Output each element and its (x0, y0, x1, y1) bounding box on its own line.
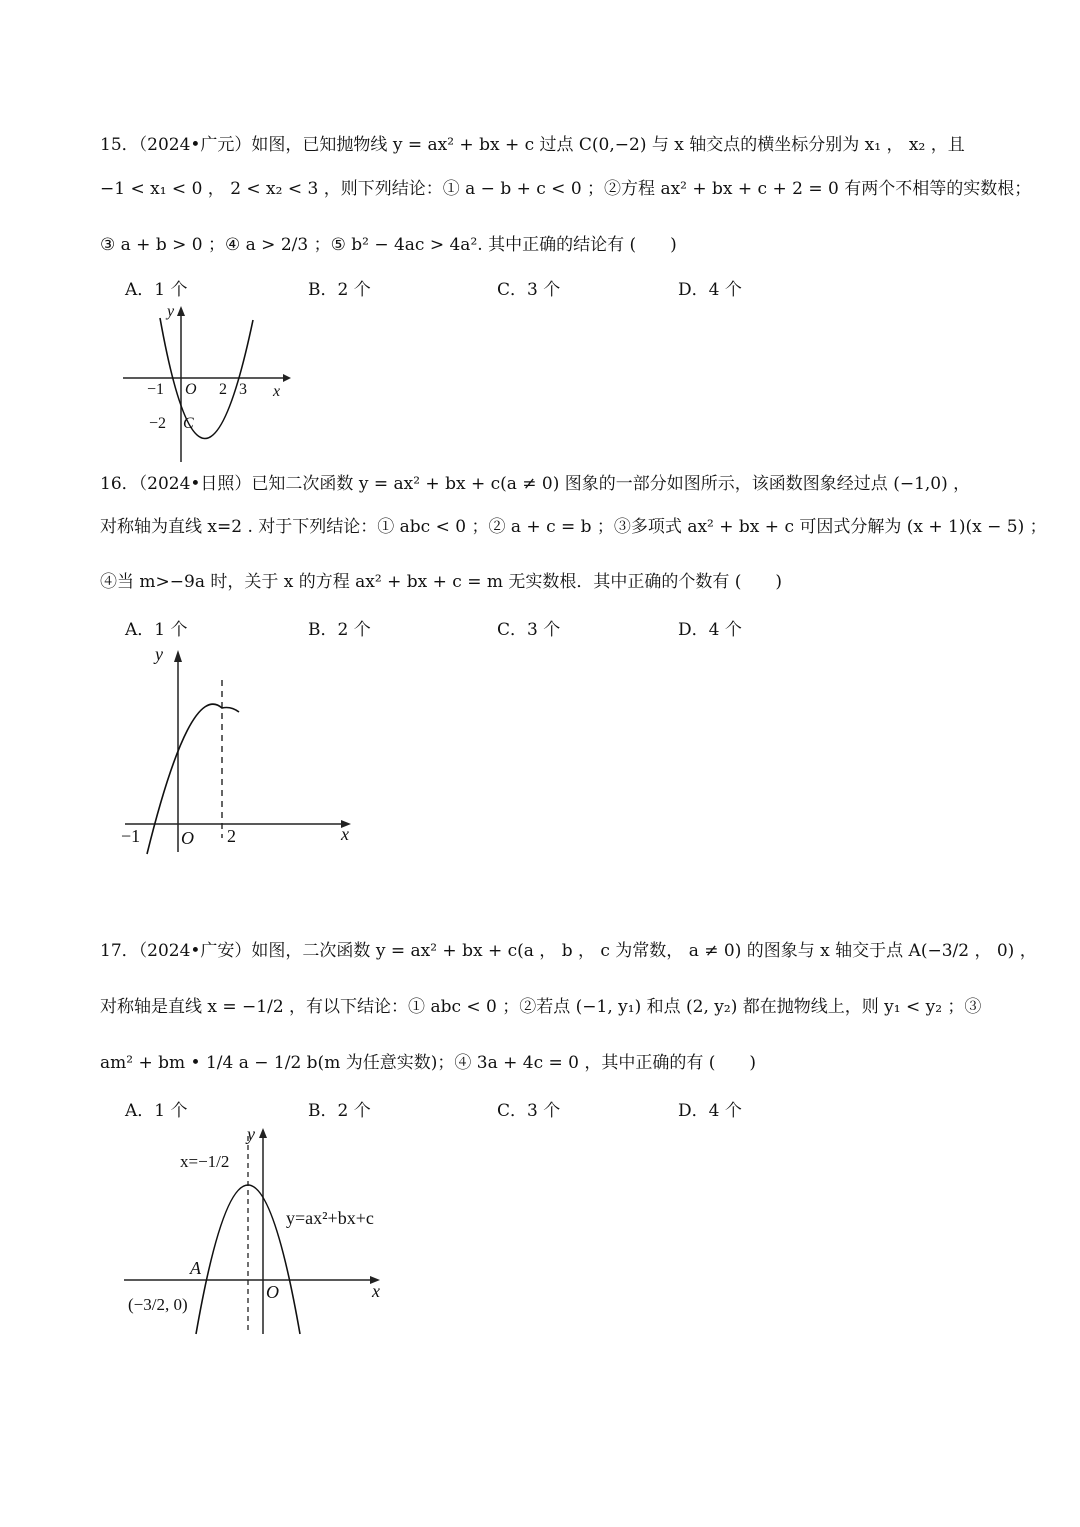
y-axis-arrow (174, 650, 182, 662)
option-c[interactable]: C．3 个 (497, 620, 561, 640)
parabola-figure-16 (115, 640, 365, 860)
option-a[interactable]: A．1 个 (125, 280, 188, 300)
symmetry-axis-label: x=−1/2 (180, 1152, 230, 1171)
question-text-line: 对称轴为直线 x=2 . 对于下列结论：① abc < 0 ；② a + c = b ；③多项式 ax² + bx + c 可因式分解为 (x + 1)(x − 5) ； (100, 517, 1047, 537)
question-text-line: am² + bm • 1/4 a − 1/2 b(m 为任意实数)；④ 3a + 4c = 0 ，其中正确的有 ( ) (100, 1053, 757, 1073)
question-text-line: 15．（2024•广元）如图，已知抛物线 y = ax² + bx + c 过点 C(0,−2) 与 x 轴交点的横坐标分别为 x₁ ， x₂ ，且 (100, 135, 965, 155)
tick-neg2: −2 (149, 415, 167, 432)
option-b[interactable]: B．2 个 (308, 620, 371, 640)
y-axis-arrow (259, 1128, 267, 1138)
option-d[interactable]: D．4 个 (678, 620, 742, 640)
question-text-line: 对称轴是直线 x = −1/2 ，有以下结论：① abc < 0 ；②若点 (−1, y₁) 和点 (2, y₂) 都在抛物线上，则 y₁ < y₂ ；③ (100, 997, 982, 1017)
y-axis-arrow (177, 306, 185, 316)
origin-label: O (181, 828, 194, 848)
origin-label: O (185, 381, 197, 398)
question-text-line: ③ a + b > 0 ；④ a > 2/3 ；⑤ b² − 4ac > 4a². 其中正确的结论有 ( ) (100, 235, 677, 255)
y-label: y (155, 644, 163, 664)
origin-label: O (266, 1282, 279, 1302)
x-axis-arrow (283, 374, 291, 382)
option-c[interactable]: C．3 个 (497, 280, 561, 300)
option-d[interactable]: D．4 个 (678, 280, 742, 300)
point-c-label: C (183, 415, 194, 432)
y-label: y (167, 303, 175, 320)
tick-2: 2 (227, 826, 236, 846)
x-label: x (341, 824, 349, 844)
point-a-label: A (190, 1258, 201, 1278)
option-a[interactable]: A．1 个 (125, 620, 188, 640)
point-a-coordinates: (−3/2, 0) (128, 1295, 188, 1314)
option-c[interactable]: C．3 个 (497, 1101, 561, 1121)
curve-equation-label: y=ax²+bx+c (286, 1208, 374, 1228)
option-b[interactable]: B．2 个 (308, 1101, 371, 1121)
tick-neg1: −1 (121, 826, 141, 846)
option-a[interactable]: A．1 个 (125, 1101, 188, 1121)
parabola-figure-15 (115, 300, 295, 470)
parabola-figure-17 (120, 1122, 420, 1342)
question-text-line: −1 < x₁ < 0 ， 2 < x₂ < 3 ，则下列结论：① a − b + c < 0 ；②方程 ax² + bx + c + 2 = 0 有两个不相等的实数根； (100, 179, 1032, 199)
tick-neg1: −1 (147, 381, 165, 398)
tick-2: 2 (219, 381, 227, 398)
question-text-line: 17．（2024•广安）如图，二次函数 y = ax² + bx + c(a ， b ， c 为常数， a ≠ 0) 的图象与 x 轴交于点 A(−3/2 ， 0) ， (100, 941, 1037, 961)
question-text-line: 16．（2024•日照）已知二次函数 y = ax² + bx + c(a ≠ 0) 图象的一部分如图所示，该函数图象经过点 (−1,0) ， (100, 474, 971, 494)
question-text-line: ④当 m>−9a 时，关于 x 的方程 ax² + bx + c = m 无实数根．其中正确的个数有 ( ) (100, 572, 783, 592)
y-label: y (247, 1124, 255, 1144)
x-label: x (273, 383, 281, 400)
option-d[interactable]: D．4 个 (678, 1101, 742, 1121)
x-label: x (372, 1281, 380, 1301)
option-b[interactable]: B．2 个 (308, 280, 371, 300)
tick-3: 3 (239, 381, 247, 398)
